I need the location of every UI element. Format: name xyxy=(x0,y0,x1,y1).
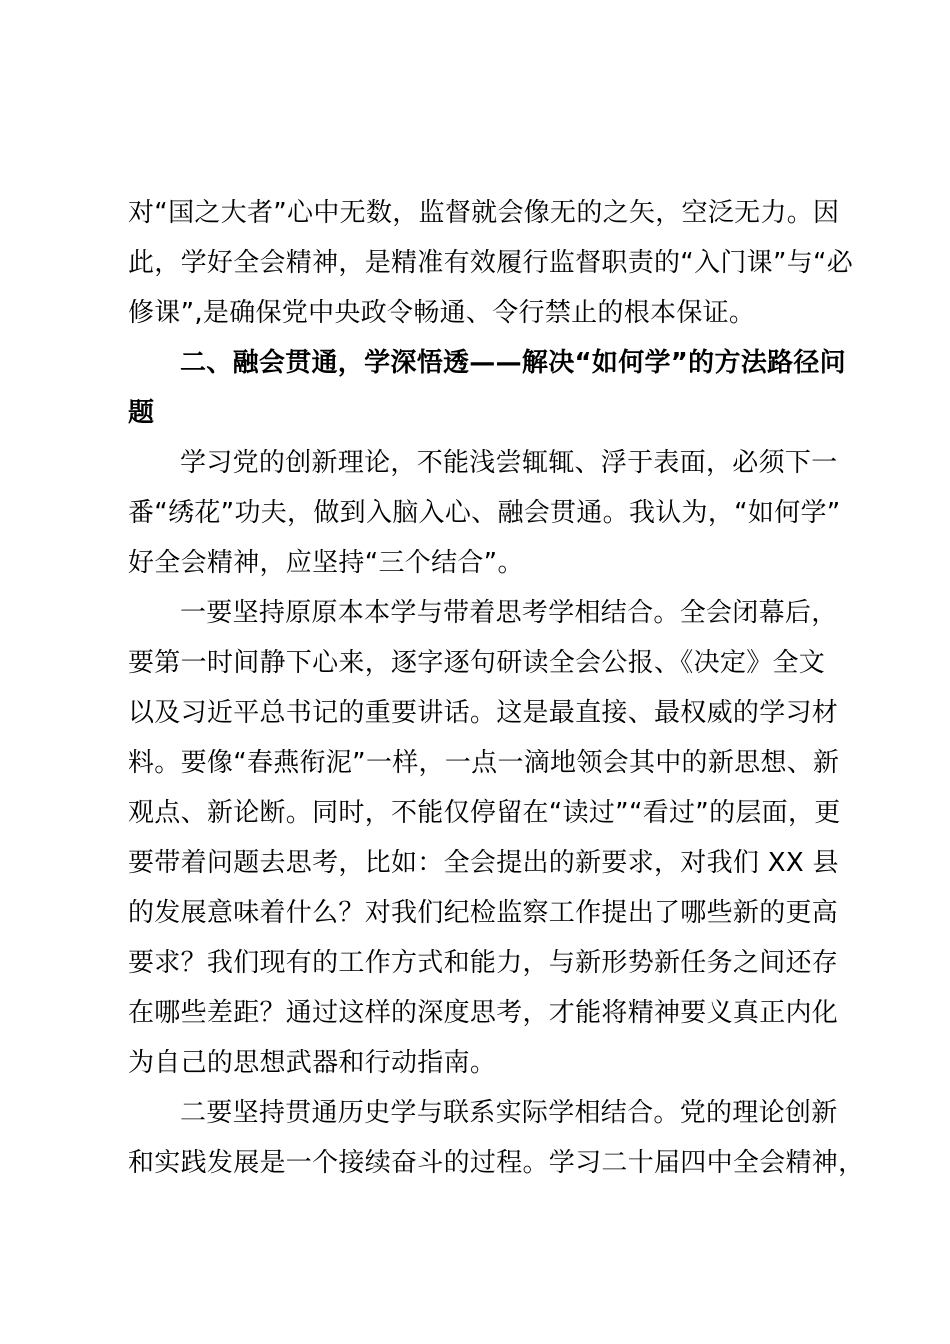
text-line: 对“国之大者”心中无数，监督就会像无的之矢，空泛无力。因 xyxy=(128,198,840,228)
text-line: 为自己的思想武器和行动指南。 xyxy=(128,1048,497,1078)
text-line: 修课”,是确保党中央政令畅通、令行禁止的根本保证。 xyxy=(128,298,756,328)
paragraph xyxy=(128,188,854,338)
section-heading xyxy=(128,338,846,438)
text-line: 要求？我们现有的工作方式和能力，与新形势新任务之间还存 xyxy=(128,948,839,978)
text-line: 一要坚持原原本本学与带着思考学相结合。全会闭幕后， xyxy=(180,598,838,628)
text-line: 的发展意味着什么？对我们纪检监察工作提出了哪些新的更高 xyxy=(128,898,839,928)
text-line: 观点、新论断。同时，不能仅停留在“读过”“看过”的层面，更 xyxy=(128,798,841,828)
text-line: 二要坚持贯通历史学与联系实际学相结合。党的理论创新 xyxy=(180,1098,838,1128)
text-line: 番“绣花”功夫，做到入脑入心、融会贯通。我认为，“如何学” xyxy=(128,498,841,528)
paragraph xyxy=(128,588,841,1088)
text-line: 此，学好全会精神，是精准有效履行监督职责的“入门课”与“必 xyxy=(128,248,854,278)
text-line: 二、融会贯通，学深悟透——解决“如何学”的方法路径问 xyxy=(180,348,846,378)
text-line: 和实践发展是一个接续奋斗的过程。学习二十届四中全会精神， xyxy=(128,1148,865,1178)
text-line: 要带着问题去思考，比如：全会提出的新要求，对我们 XX 县 xyxy=(128,848,839,878)
text-line: 要第一时间静下心来，逐字逐句研读全会公报、《决定》全文 xyxy=(128,648,826,678)
text-line: 在哪些差距？通过这样的深度思考，才能将精神要义真正内化 xyxy=(128,998,839,1028)
paragraph xyxy=(128,438,841,588)
text-line: 好全会精神，应坚持“三个结合”。 xyxy=(128,548,524,578)
text-line: 以及习近平总书记的重要讲话。这是最直接、最权威的学习材 xyxy=(128,698,839,728)
text-line: 料。要像“春燕衔泥”一样，一点一滴地领会其中的新思想、新 xyxy=(128,748,840,778)
document-page xyxy=(128,188,865,1188)
text-line: 题 xyxy=(128,398,155,428)
text-line: 学习党的创新理论，不能浅尝辄辄、浮于表面，必须下一 xyxy=(180,448,838,478)
paragraph xyxy=(128,1088,865,1188)
